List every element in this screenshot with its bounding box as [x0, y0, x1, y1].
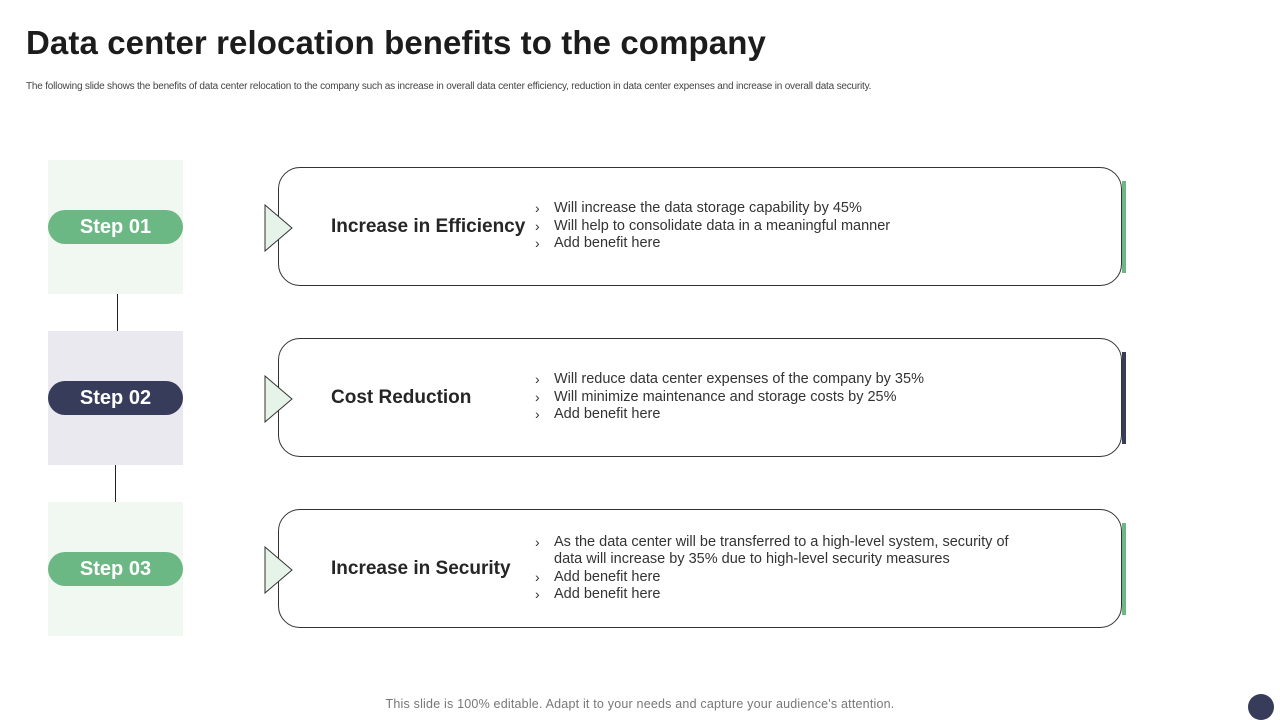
benefit-item: › Will reduce data center expenses of the company by 35%	[535, 371, 924, 388]
page-subtitle: The following slide shows the benefits of data center relocation to the company such as increase in overall data center efficiency, reduction in data center expenses and increase in overall data security.	[26, 81, 872, 92]
chevron-right-icon: ›	[535, 568, 540, 585]
step-connector-2	[115, 465, 116, 502]
step-pill-2: Step 02	[48, 381, 183, 415]
benefit-card-3	[278, 509, 1122, 628]
benefit-item: › Will help to consolidate data in a meaningful manner	[535, 217, 891, 234]
footer-note: This slide is 100% editable. Adapt it to your needs and capture your audience's attention.	[385, 697, 895, 711]
page-title: Data center relocation benefits to the company	[26, 24, 766, 61]
benefit-title: Increase in Efficiency	[331, 216, 526, 237]
benefit-list	[535, 168, 1015, 285]
step-column-1	[48, 160, 183, 294]
benefit-item: › Will increase the data storage capability by 45%	[535, 200, 862, 217]
benefit-item: › Add benefit here	[535, 406, 661, 423]
step-column-2	[48, 331, 183, 465]
arrow-right-icon	[264, 204, 294, 252]
chevron-right-icon: ›	[535, 217, 540, 234]
benefit-item: › Add benefit here	[535, 568, 661, 585]
chevron-right-icon: ›	[535, 388, 540, 405]
benefit-card-1	[278, 167, 1122, 286]
step-connector-1	[117, 294, 118, 331]
card-accent-bar-3	[1122, 523, 1126, 615]
chevron-right-icon: ›	[535, 200, 540, 217]
step-column-3	[48, 502, 183, 636]
arrow-right-icon	[264, 546, 294, 594]
benefit-list	[535, 510, 1015, 627]
benefit-title: Cost Reduction	[331, 387, 472, 408]
card-accent-bar-2	[1122, 352, 1126, 444]
chevron-right-icon: ›	[535, 406, 540, 423]
card-accent-bar-1	[1122, 181, 1126, 273]
benefit-item: › As the data center will be transferred to a high-level system, security of data will increase by 35% due to high-level security measures	[535, 533, 1009, 567]
benefit-item: › Will minimize maintenance and storage costs by 25%	[535, 388, 897, 405]
step-pill-1: Step 01	[48, 210, 183, 244]
chevron-right-icon: ›	[535, 586, 540, 602]
benefit-item: › Add benefit here	[535, 586, 661, 602]
chevron-right-icon: ›	[535, 371, 540, 388]
benefit-title: Increase in Security	[331, 558, 511, 579]
chevron-right-icon: ›	[535, 235, 540, 252]
benefit-card-2	[278, 338, 1122, 457]
step-pill-3: Step 03	[48, 552, 183, 586]
page-indicator-dot	[1248, 694, 1274, 720]
chevron-right-icon: ›	[535, 533, 540, 550]
benefit-item: › Add benefit here	[535, 235, 661, 252]
benefit-list	[535, 339, 1015, 456]
arrow-right-icon	[264, 375, 294, 423]
